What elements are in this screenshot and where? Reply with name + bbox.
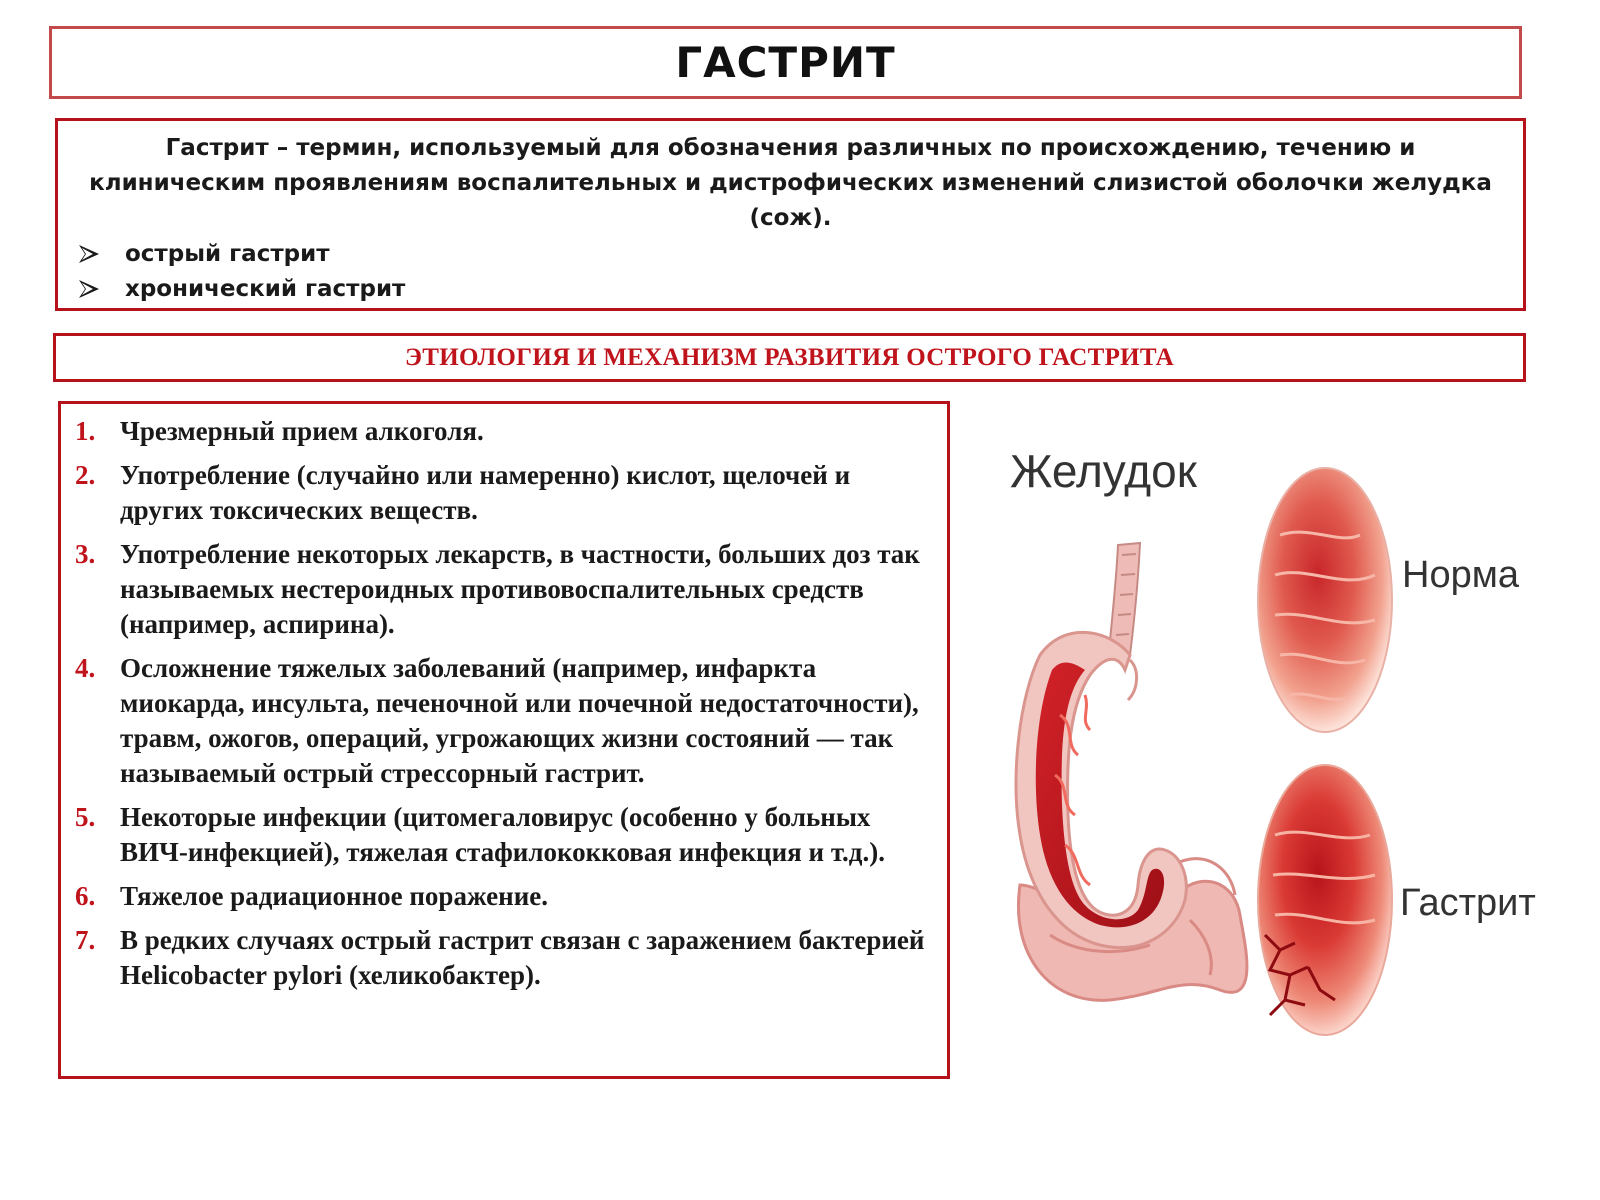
- list-item: [75, 879, 927, 914]
- list-item: [75, 651, 927, 791]
- cause-text: Употребление некоторых лекарств, в частности, больших доз так называемых нестероидных противовоспалительных средств (например, аспирина).: [120, 539, 920, 639]
- cause-text: Тяжелое радиационное поражение.: [120, 881, 548, 911]
- stomach-diagram: [990, 415, 1550, 1075]
- normal-mucosa-circle: [1258, 468, 1392, 732]
- arrow-bullet-icon: [78, 279, 100, 299]
- definition-box: [55, 118, 1526, 311]
- gastritis-label: Гастрит: [1400, 882, 1536, 924]
- page-title: ГАСТРИТ: [675, 38, 896, 87]
- cause-text: Чрезмерный прием алкоголя.: [120, 416, 484, 446]
- cause-text: В редких случаях острый гастрит связан с заражением бактерией Helicobacter pylori (хеликобактер).: [120, 925, 925, 990]
- causes-list: [75, 414, 927, 993]
- list-item: [78, 236, 1503, 271]
- cause-number: 3.: [75, 539, 96, 569]
- stomach-shape: [1016, 632, 1186, 947]
- list-item: [75, 800, 927, 870]
- cause-text: Употребление (случайно или намеренно) кислот, щелочей и других токсических веществ.: [120, 460, 851, 525]
- normal-label: Норма: [1402, 554, 1519, 596]
- etiology-header: ЭТИОЛОГИЯ И МЕХАНИЗМ РАЗВИТИЯ ОСТРОГО ГАСТРИТА: [404, 343, 1174, 371]
- title-box: [49, 26, 1522, 99]
- etiology-header-box: [53, 333, 1526, 382]
- cause-number: 2.: [75, 460, 96, 490]
- cause-text: Осложнение тяжелых заболеваний (например, инфаркта миокарда, инсульта, печеночной или почечной недостаточности), травм, ожогов, операций, угрожающих жизни состояний — так называемый острый стрессорный гастрит.: [120, 653, 919, 788]
- list-item: [75, 414, 927, 449]
- cause-number: 7.: [75, 925, 96, 955]
- cause-number: 1.: [75, 416, 96, 446]
- cause-number: 5.: [75, 802, 96, 832]
- cause-text: Некоторые инфекции (цитомегаловирус (особенно у больных ВИЧ-инфекцией), тяжелая стафилококковая инфекция и т.д.).: [120, 802, 885, 867]
- causes-box: [58, 401, 950, 1079]
- list-item: [75, 923, 927, 993]
- type-label: хронический гастрит: [125, 275, 406, 302]
- gastritis-mucosa-circle: [1258, 765, 1392, 1035]
- list-item: [78, 271, 1503, 306]
- arrow-bullet-icon: [78, 244, 100, 264]
- cause-number: 4.: [75, 653, 96, 683]
- cause-number: 6.: [75, 881, 96, 911]
- definition-text: Гастрит – термин, используемый для обозначения различных по происхождению, течению и клиническим проявлениям воспалительных и дистрофических изменений слизистой оболочки желудка (сож).: [89, 135, 1492, 231]
- list-item: [75, 537, 927, 642]
- stomach-label: Желудок: [1010, 445, 1197, 497]
- list-item: [75, 458, 927, 528]
- type-label: острый гастрит: [125, 240, 330, 267]
- gastritis-types-list: [78, 236, 1503, 306]
- stomach-illustration: [990, 415, 1550, 1075]
